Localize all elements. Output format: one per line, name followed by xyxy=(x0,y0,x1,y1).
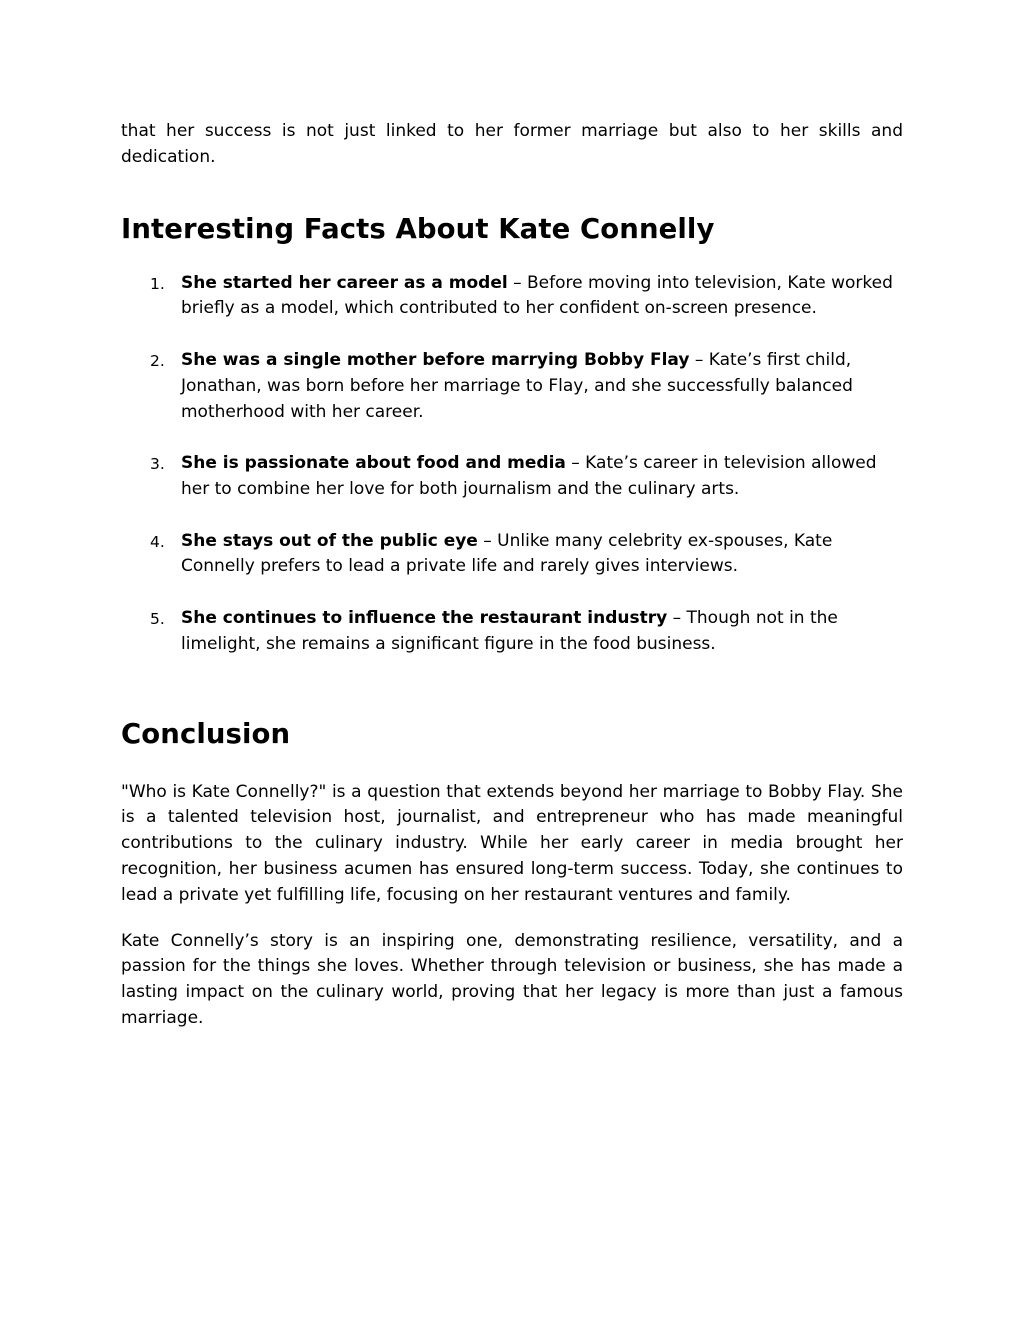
conclusion-heading: Conclusion xyxy=(121,717,291,750)
fact-number: 1. xyxy=(150,274,165,293)
fact-item-2 xyxy=(121,348,903,425)
fact-body xyxy=(181,606,903,658)
conclusion-paragraph-2: Kate Connelly’s story is an inspiring one, demonstrating resilience, versatility, and a passion for the things she loves. Whether through television or business, she has made a lasting impact on the culinary world, proving that her legacy is more than just a famous marriage. xyxy=(121,930,903,1028)
fact-item-1 xyxy=(121,271,903,323)
fact-body xyxy=(181,451,903,503)
fact-body xyxy=(181,529,903,581)
fact-body xyxy=(181,271,903,323)
fact-title: She stays out of the public eye xyxy=(181,530,478,551)
fact-number: 2. xyxy=(150,351,165,370)
fact-item-5 xyxy=(121,606,903,658)
intro-continuation-paragraph: that her success is not just linked to her former marriage but also to her skills and dedication. xyxy=(121,121,903,167)
fact-title: She continues to influence the restaurant industry xyxy=(181,607,668,628)
fact-title: She was a single mother before marrying Bobby Flay xyxy=(181,349,690,370)
fact-description: – Before moving into television, Kate worked briefly as a model, which contributed to her confident on-screen presence. xyxy=(181,272,893,319)
document-body xyxy=(121,119,903,1032)
facts-heading: Interesting Facts About Kate Connelly xyxy=(121,212,715,245)
fact-description: – Kate’s first child, Jonathan, was born before her marriage to Flay, and she successfully balanced motherhood with her career. xyxy=(181,349,853,422)
conclusion-paragraph-1: "Who is Kate Connelly?" is a question that extends beyond her marriage to Bobby Flay. She is a talented television host, journalist, and entrepreneur who has made meaningful contributions to the culinary industry. While her early career in media brought her recognition, her business acumen has ensured long-term success. Today, she continues to lead a private yet fulfilling life, focusing on her restaurant ventures and family. xyxy=(121,781,903,905)
fact-title: She is passionate about food and media xyxy=(181,453,566,474)
fact-number: 4. xyxy=(150,532,165,551)
fact-item-4 xyxy=(121,529,903,581)
fact-title: She started her career as a model xyxy=(181,272,508,293)
fact-number: 5. xyxy=(150,609,165,628)
facts-list xyxy=(121,271,903,658)
fact-description: – Though not in the limelight, she remains a significant figure in the food business. xyxy=(181,607,838,654)
fact-item-3 xyxy=(121,451,903,503)
fact-description: – Unlike many celebrity ex-spouses, Kate Connelly prefers to lead a private life and rarely gives interviews. xyxy=(181,530,833,577)
fact-number: 3. xyxy=(150,455,165,474)
fact-body xyxy=(181,348,903,425)
fact-description: – Kate’s career in television allowed her to combine her love for both journalism and the culinary arts. xyxy=(181,453,877,499)
